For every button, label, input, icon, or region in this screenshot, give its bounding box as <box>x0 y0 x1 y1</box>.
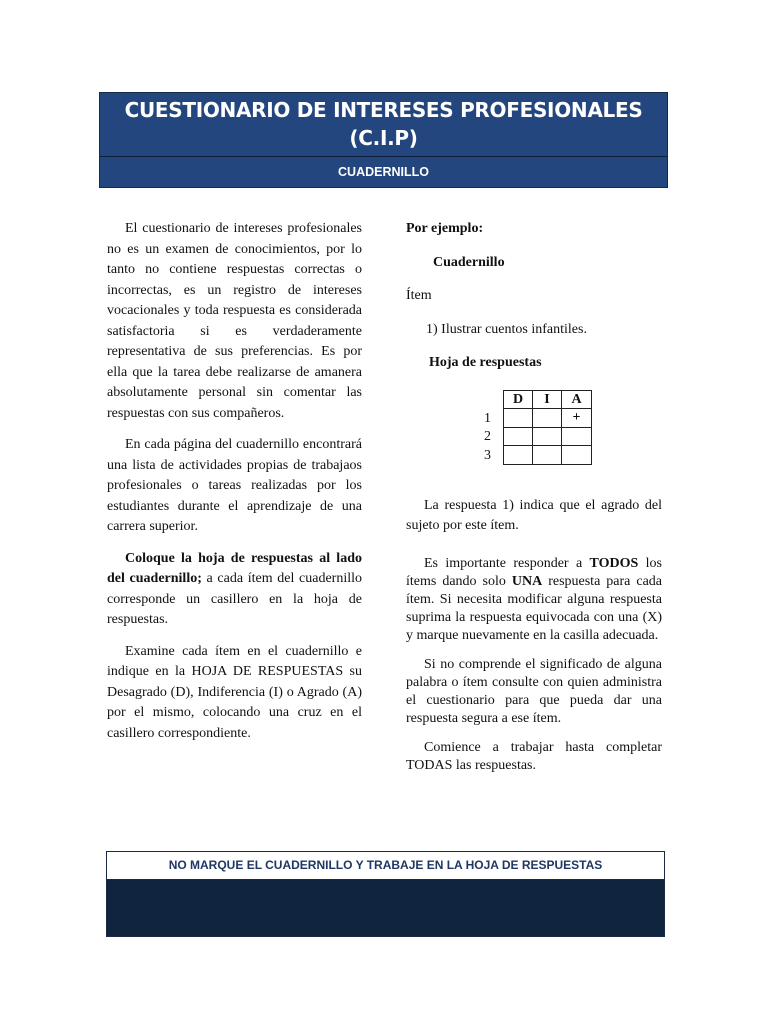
right-column <box>406 219 662 786</box>
text-run: Es importante responder a <box>424 555 590 571</box>
answer-grid <box>406 390 662 466</box>
footer-notice-box <box>106 851 665 937</box>
answer-grid-table <box>503 390 592 465</box>
intro-paragraph: El cuestionario de intereses profesionales no es un examen de conocimientos, por lo tanto no contiene respuestas correctas o incorrectas, es un registro de intereses vocacionales y toda respuesta es considerada satisfactoria si es verdaderamente representativa de sus preferencias. Es por ella que la tarea debe realizarse de amanera absolutamente personal sin comentar las respuestas con sus compañeros. <box>107 221 362 421</box>
example-item-label: Ítem <box>406 288 432 303</box>
answer-grid-row-numbers <box>484 410 498 466</box>
row-number: 2 <box>484 429 491 444</box>
row-number: 3 <box>484 447 491 463</box>
placement-bold: Coloque la hoja de respuestas al lado del cuadernillo; <box>107 550 362 586</box>
grid-cell[interactable] <box>562 427 592 446</box>
grid-cell[interactable] <box>504 427 533 446</box>
response-explanation: La respuesta 1) indica que el agrado del sujeto por este ítem. <box>406 497 662 533</box>
answer-grid-row <box>504 427 592 446</box>
answer-grid-row <box>504 409 592 428</box>
footer-notice: NO MARQUE EL CUADERNILLO Y TRABAJE EN LA HOJA DE RESPUESTAS <box>107 852 664 880</box>
example-answer-sheet-label: Hoja de respuestas <box>429 355 542 370</box>
placement-paragraph <box>107 549 362 631</box>
header-i: I <box>533 390 562 409</box>
answer-grid-header <box>504 390 592 409</box>
example-item-1: 1) Ilustrar cuentos infantiles. <box>426 321 587 337</box>
grid-cell[interactable] <box>504 409 533 428</box>
grid-cell[interactable] <box>533 427 562 446</box>
example-booklet-label: Cuadernillo <box>433 254 505 270</box>
footer-band <box>107 880 664 936</box>
text-run: respuesta para cada ítem. Si necesita modificar alguna respuesta suprima la respuesta equivocada con una (X) y marque nuevamente en la casilla adecuada. <box>406 573 662 643</box>
title-banner <box>99 92 668 188</box>
instructions-paragraph: Examine cada ítem en el cuadernillo e indique en la HOJA DE RESPUESTAS su Desagrado (D), Indiferencia (I) o Agrado (A) por el mismo, colocando una cruz en el casillero correspondiente. <box>107 643 362 741</box>
header-a: A <box>562 390 592 409</box>
document-title <box>100 93 667 156</box>
title-line-1: CUESTIONARIO DE INTERESES PROFESIONALES <box>124 98 643 122</box>
grid-cell[interactable] <box>533 409 562 428</box>
emphasis-todos: TODOS <box>589 555 639 571</box>
doubt-paragraph: Si no comprende el significado de alguna palabra o ítem consulte con quien administra el cuestionario para que pueda dar una respuesta segura a ese ítem. <box>406 656 662 726</box>
grid-cell[interactable] <box>504 446 533 465</box>
header-d: D <box>504 390 533 409</box>
example-heading: Por ejemplo: <box>406 221 484 236</box>
row-number: 1 <box>484 410 491 426</box>
grid-cell[interactable] <box>562 446 592 465</box>
placement-rest: a cada ítem del cuadernillo corresponde un casillero en la hoja de respuestas. <box>107 571 362 627</box>
answer-grid-row <box>504 446 592 465</box>
all-items-paragraph <box>406 555 662 645</box>
booklet-paragraph: En cada página del cuadernillo encontrará una lista de actividades propias de trabajaos profesionales o tareas realizadas por los estudiantes durante el aprendizaje de una carrera superior. <box>107 437 362 534</box>
grid-cell[interactable] <box>533 446 562 465</box>
left-column <box>107 219 362 755</box>
title-line-2: (C.I.P) <box>349 126 418 150</box>
text-run: los ítems dando solo <box>406 555 663 589</box>
document-subtitle: CUADERNILLO <box>100 156 667 187</box>
grid-cell[interactable]: + <box>562 409 592 428</box>
emphasis-una: UNA <box>511 573 543 589</box>
start-paragraph: Comience a trabajar hasta completar TODAS las respuestas. <box>406 739 662 773</box>
